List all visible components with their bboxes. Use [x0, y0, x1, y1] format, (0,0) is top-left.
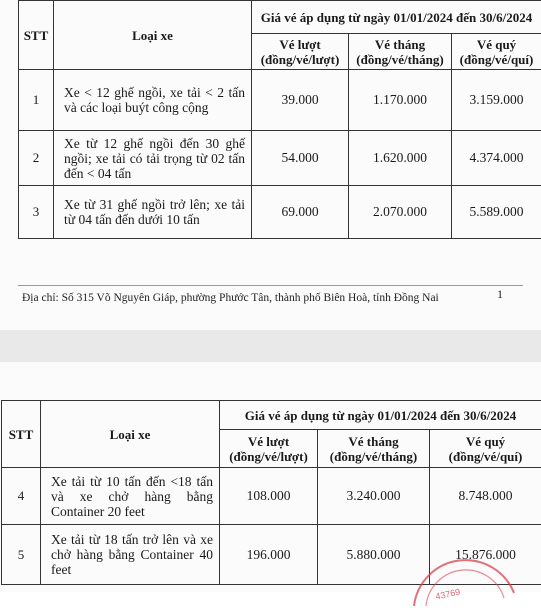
row-stt: 4: [2, 468, 41, 525]
header-price-period: Giá vé áp dụng từ ngày 01/01/2024 đến 30/6/2024: [220, 401, 541, 430]
row-stt: 1: [19, 70, 54, 131]
row-trip-price: 54.000: [252, 131, 349, 186]
row-monthly-price: 3.240.000: [318, 468, 430, 525]
row-trip-price: 69.000: [252, 186, 349, 239]
header-stt: STT: [2, 401, 41, 468]
row-trip-price: 196.000: [220, 525, 318, 585]
row-quarterly-price: 4.374.000: [452, 131, 541, 186]
footer-divider: [18, 285, 523, 286]
page-gap: [0, 330, 541, 362]
row-quarterly-price: 3.159.000: [452, 70, 541, 131]
row-stt: 5: [2, 525, 41, 585]
row-stt: 3: [19, 186, 54, 239]
row-vehicle-desc: Xe < 12 ghế ngồi, xe tải < 2 tấn và các loại buýt công cộng: [54, 70, 252, 131]
header-monthly: Vé tháng (đồng/vé/tháng): [349, 34, 452, 70]
row-trip-price: 108.000: [220, 468, 318, 525]
row-monthly-price: 5.880.000: [318, 525, 430, 585]
header-stt: STT: [19, 1, 54, 70]
row-trip-price: 39.000: [252, 70, 349, 131]
official-seal-stamp: [404, 548, 524, 608]
row-quarterly-price: 8.748.000: [430, 468, 541, 525]
row-monthly-price: 2.070.000: [349, 186, 452, 239]
row-vehicle-desc: Xe tải từ 18 tấn trở lên và xe chở hàng bằng Container 40 feet: [41, 525, 220, 585]
row-stt: 2: [19, 131, 54, 186]
table-row: [19, 70, 541, 131]
svg-text:43769: 43769: [435, 587, 462, 602]
price-table-page-1: [18, 0, 541, 239]
header-vehicle-type: Loại xe: [54, 1, 252, 70]
header-quarterly: Vé quý (đồng/vé/quí): [430, 430, 541, 468]
row-quarterly-price: 5.589.000: [452, 186, 541, 239]
header-per-trip: Vé lượt (đồng/vé/lượt): [220, 430, 318, 468]
header-quarterly: Vé quý (đồng/vé/quí): [452, 34, 541, 70]
row-vehicle-desc: Xe tải từ 10 tấn đến <18 tấn và xe chở hàng bằng Container 20 feet: [41, 468, 220, 525]
header-vehicle-type: Loại xe: [41, 401, 220, 468]
table-row: [2, 468, 541, 525]
header-price-period: Giá vé áp dụng từ ngày 01/01/2024 đến 30/6/2024: [252, 1, 541, 34]
row-vehicle-desc: Xe từ 31 ghế ngồi trở lên; xe tải từ 04 tấn đến dưới 10 tấn: [54, 186, 252, 239]
document-page-2: [0, 362, 541, 592]
table-row: [19, 131, 541, 186]
table-row: [19, 186, 541, 239]
footer-address: Địa chỉ: Số 315 Võ Nguyên Giáp, phường Phước Tân, thành phố Biên Hoà, tỉnh Đồng Nai: [22, 292, 439, 304]
row-quarterly-price: 15.876.000: [430, 525, 541, 585]
header-monthly: Vé tháng (đồng/vé/tháng): [318, 430, 430, 468]
page-number: 1: [497, 287, 503, 302]
header-per-trip: Vé lượt (đồng/vé/lượt): [252, 34, 349, 70]
row-vehicle-desc: Xe từ 12 ghế ngồi đến 30 ghế ngồi; xe tải có tải trọng từ 02 tấn đến < 04 tấn: [54, 131, 252, 186]
row-monthly-price: 1.620.000: [349, 131, 452, 186]
row-monthly-price: 1.170.000: [349, 70, 452, 131]
